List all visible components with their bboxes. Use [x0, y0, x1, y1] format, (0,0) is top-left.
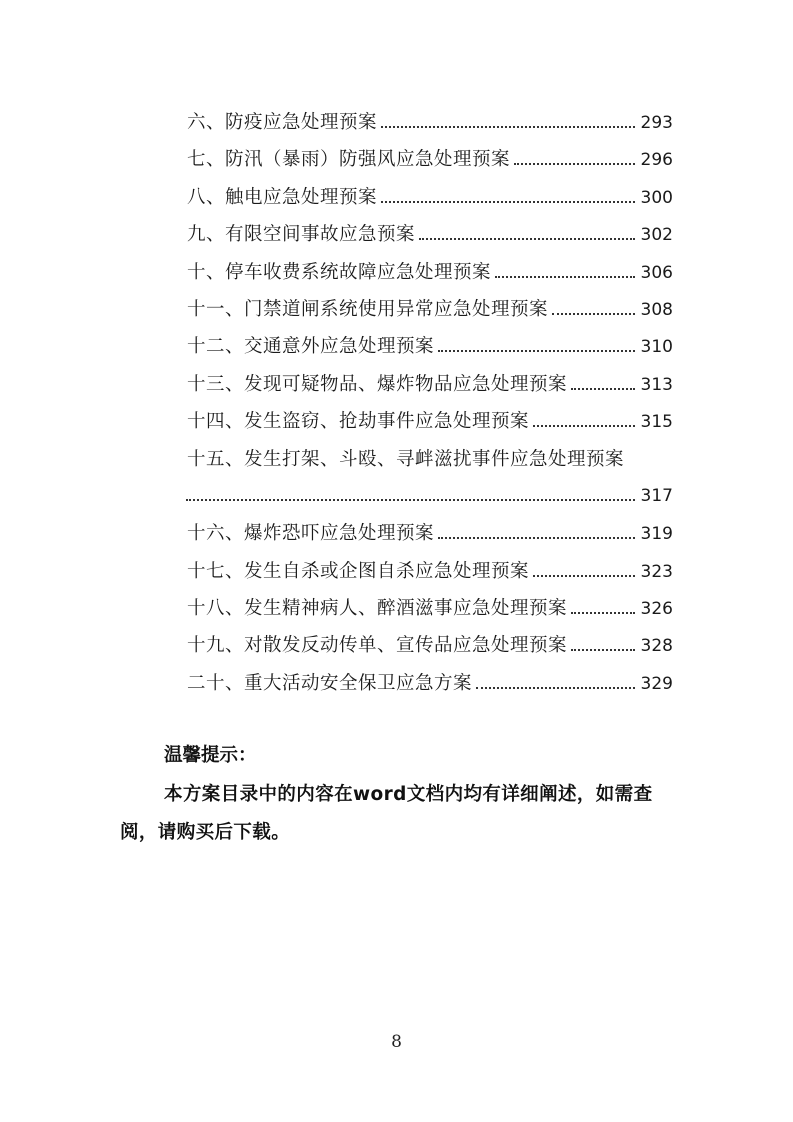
toc-entry-title: 九、有限空间事故应急预案 — [187, 224, 416, 246]
toc-entry-page: 302 — [640, 225, 673, 246]
toc-entry-title: 十七、发生自杀或企图自杀应急处理预案 — [187, 560, 530, 582]
dot-leader — [495, 276, 635, 278]
toc-entry-leader-line — [186, 478, 673, 515]
dot-leader — [438, 537, 635, 539]
toc-entry[interactable] — [187, 515, 673, 552]
page-number: 8 — [391, 1032, 402, 1052]
toc-entry[interactable] — [187, 216, 673, 253]
dot-leader — [552, 313, 635, 315]
dot-leader — [533, 575, 635, 577]
toc-entry[interactable] — [187, 141, 673, 178]
toc-entry-page: 308 — [640, 299, 673, 320]
dot-leader — [571, 388, 635, 390]
toc-entry[interactable] — [187, 665, 673, 702]
toc-entry-title: 十五、发生打架、斗殴、寻衅滋扰事件应急处理预案 — [187, 448, 625, 470]
tip-section — [120, 736, 676, 852]
toc-entry-page: 328 — [640, 636, 673, 657]
toc-entry-title: 十、停车收费系统故障应急处理预案 — [187, 261, 492, 283]
toc-entry-title: 十一、门禁道闸系统使用异常应急处理预案 — [187, 298, 549, 320]
toc-entry-page: 319 — [640, 524, 673, 545]
toc-entry[interactable] — [187, 179, 673, 216]
toc-entry[interactable] — [187, 590, 673, 627]
toc-entry-page: 329 — [640, 673, 673, 694]
toc-entry-page: 293 — [640, 113, 673, 133]
toc-entry-page: 315 — [640, 412, 673, 433]
toc-entry-title: 十八、发生精神病人、醉酒滋事应急处理预案 — [187, 598, 568, 620]
toc-entry[interactable] — [187, 441, 673, 516]
table-of-contents — [187, 104, 673, 702]
toc-entry[interactable] — [187, 291, 673, 328]
dot-leader — [571, 612, 635, 614]
toc-entry-page: 300 — [640, 187, 673, 208]
toc-entry-page: 296 — [640, 150, 673, 171]
dot-leader — [419, 238, 635, 240]
toc-entry[interactable] — [187, 627, 673, 664]
dot-leader — [186, 499, 635, 501]
toc-entry-title: 十二、交通意外应急处理预案 — [187, 336, 435, 358]
dot-leader — [381, 201, 635, 203]
toc-entry-page: 326 — [640, 599, 673, 620]
toc-entry[interactable] — [187, 403, 673, 440]
dot-leader — [381, 126, 635, 128]
dot-leader — [514, 163, 635, 165]
dot-leader — [571, 649, 635, 651]
toc-entry-page: 306 — [640, 262, 673, 283]
toc-entry-title: 七、防汛（暴雨）防强风应急处理预案 — [187, 149, 511, 171]
toc-entry[interactable] — [187, 553, 673, 590]
toc-entry-page: 317 — [640, 485, 673, 506]
toc-entry[interactable] — [187, 254, 673, 291]
toc-entry-page: 313 — [640, 374, 673, 395]
toc-entry-title: 十三、发现可疑物品、爆炸物品应急处理预案 — [187, 373, 568, 395]
toc-entry-title: 十六、爆炸恐吓应急处理预案 — [187, 523, 435, 545]
toc-entry-title: 二十、重大活动安全保卫应急方案 — [187, 672, 473, 694]
toc-entry[interactable] — [187, 328, 673, 365]
dot-leader — [438, 350, 635, 352]
dot-leader — [476, 687, 635, 689]
toc-entry[interactable] — [187, 366, 673, 403]
toc-entry-page: 310 — [640, 337, 673, 358]
toc-entry-title: 十四、发生盗窃、抢劫事件应急处理预案 — [187, 411, 530, 433]
toc-entry-title: 八、触电应急处理预案 — [187, 186, 378, 208]
dot-leader — [533, 425, 635, 427]
toc-entry-page: 323 — [640, 561, 673, 582]
toc-entry-title: 十九、对散发反动传单、宣传品应急处理预案 — [187, 635, 568, 657]
tip-heading: 温馨提示： — [164, 745, 257, 766]
tip-body: 本方案目录中的内容在word文档内均有详细阐述，如需查阅，请购买后下载。 — [120, 784, 653, 843]
toc-entry[interactable] — [187, 104, 673, 141]
toc-entry-title: 六、防疫应急处理预案 — [187, 112, 378, 133]
